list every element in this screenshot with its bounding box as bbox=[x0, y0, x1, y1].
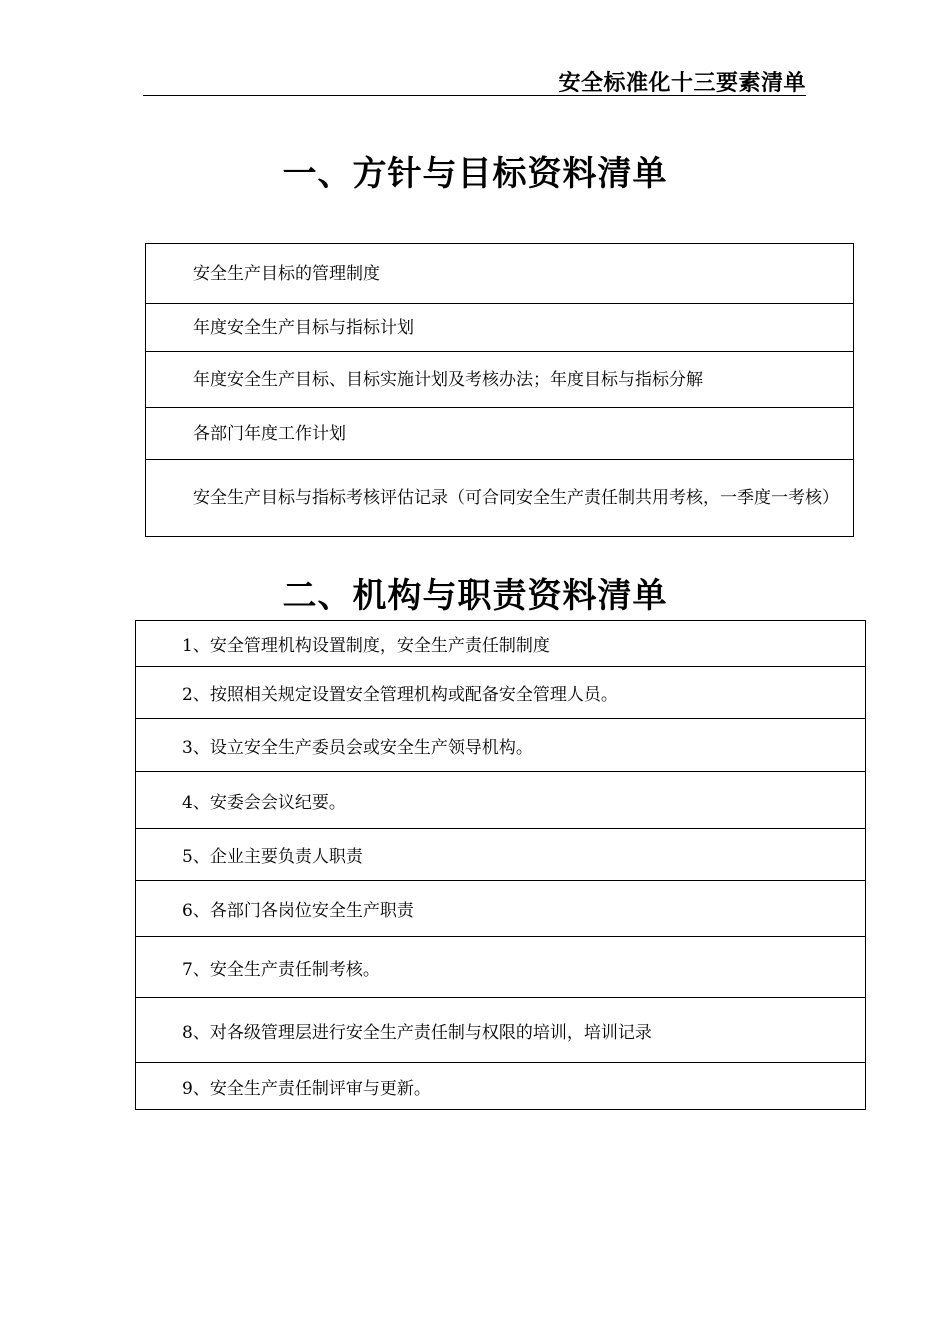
table-row bbox=[136, 829, 866, 881]
section1-title: 一、方针与目标资料清单 bbox=[282, 154, 668, 194]
list-item: 3、设立安全生产委员会或安全生产领导机构。 bbox=[136, 719, 866, 772]
table-row bbox=[136, 621, 866, 667]
table-cell bbox=[146, 244, 854, 304]
table-cell bbox=[146, 304, 854, 352]
table-row bbox=[136, 1063, 866, 1110]
list-item: 各部门年度工作计划 bbox=[193, 423, 346, 444]
table-cell bbox=[146, 352, 854, 408]
page-header bbox=[143, 64, 806, 96]
list-item: 4、安委会会议纪要。 bbox=[136, 772, 866, 829]
section2-table bbox=[135, 620, 866, 1110]
table-row bbox=[136, 881, 866, 937]
section1-table bbox=[145, 243, 854, 537]
table-row bbox=[146, 244, 854, 304]
list-item: 年度安全生产目标、目标实施计划及考核办法；年度目标与指标分解 bbox=[193, 369, 703, 390]
table-row bbox=[136, 772, 866, 829]
table-row bbox=[136, 937, 866, 998]
table-row bbox=[136, 998, 866, 1063]
list-item: 7、安全生产责任制考核。 bbox=[136, 937, 866, 998]
list-item: 年度安全生产目标与指标计划 bbox=[193, 317, 414, 338]
list-item: 安全生产目标的管理制度 bbox=[193, 263, 380, 284]
list-item: 8、对各级管理层进行安全生产责任制与权限的培训，培训记录 bbox=[136, 998, 866, 1063]
table-cell bbox=[146, 408, 854, 460]
table-row bbox=[146, 408, 854, 460]
section2-title: 二、机构与职责资料清单 bbox=[282, 576, 668, 616]
header-title: 安全标准化十三要素清单 bbox=[558, 71, 806, 96]
list-item: 6、各部门各岗位安全生产职责 bbox=[136, 881, 866, 937]
table-row bbox=[136, 667, 866, 719]
table-row bbox=[146, 460, 854, 537]
table-row bbox=[146, 352, 854, 408]
list-item: 安全生产目标与指标考核评估记录（可合同安全生产责任制共用考核，一季度一考核） bbox=[193, 488, 839, 508]
list-item: 9、安全生产责任制评审与更新。 bbox=[136, 1063, 866, 1110]
table-cell bbox=[146, 460, 854, 537]
list-item: 1、安全管理机构设置制度，安全生产责任制制度 bbox=[136, 621, 866, 667]
list-item: 2、按照相关规定设置安全管理机构或配备安全管理人员。 bbox=[136, 667, 866, 719]
list-item: 5、企业主要负责人职责 bbox=[136, 829, 866, 881]
table-row bbox=[146, 304, 854, 352]
table-row bbox=[136, 719, 866, 772]
